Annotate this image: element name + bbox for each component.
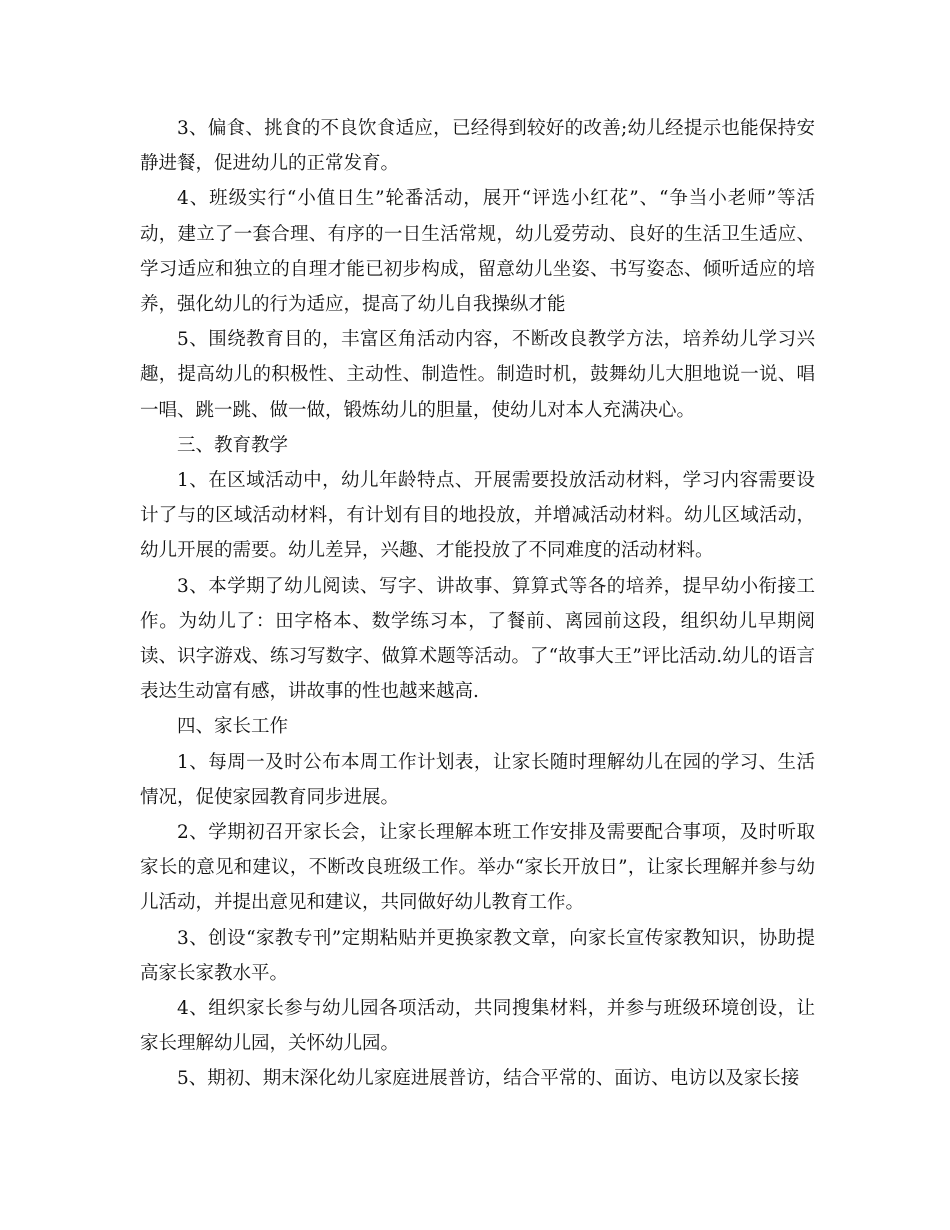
paragraph-parent-meeting: 2、学期初召开家长会，让家长理解本班工作安排及需要配合事项，及时听取家长的意见和建议，不断改良班级工作。举办“家长开放日”，让家长理解并参与幼儿活动，并提出意见和建议，共同做好幼儿教育工作。 [140, 822, 815, 914]
paragraph-home-visits: 5、期初、期末深化幼儿家庭进展普访，结合平常的、面访、电访以及家长接 [177, 1068, 800, 1090]
paragraph-diet-improvement: 3、偏食、挑食的不良饮食适应，已经得到较好的改善;幼儿经提示也能保持安静进餐，促进幼儿的正常发育。 [140, 118, 815, 175]
paragraph-area-activities: 5、围绕教育目的，丰富区角活动内容，不断改良教学方法，培养幼儿学习兴趣，提高幼儿的积极性、主动性、制造性。制造时机，鼓舞幼儿大胆地说一说、唱一唱、跳一跳、做一做，锻炼幼儿的胆量，使幼儿对本人充满决心。 [140, 329, 815, 421]
paragraph-family-education-column: 3、创设“家教专刊”定期粘贴并更换家教文章，向家长宣传家教知识，协助提高家长家教水平。 [140, 927, 815, 984]
document-page [140, 111, 815, 1097]
paragraph-reading-writing: 3、本学期了幼儿阅读、写字、讲故事、算算式等各的培养，提早幼小衔接工作。为幼儿了：田字格本、数学练习本，了餐前、离园前这段，组织幼儿早期阅读、识字游戏、练习写数字、做算术题等活动。了“故事大王”评比活动.幼儿的语言表达生动富有感，讲故事的性也越来越高. [140, 575, 815, 703]
paragraph-weekly-plan: 1、每周一及时公布本周工作计划表，让家长随时理解幼儿在园的学习、生活情况，促使家园教育同步进展。 [140, 751, 815, 808]
paragraph-parent-participation: 4、组织家长参与幼儿园各项活动，共同搜集材料，并参与班级环境创设，让家长理解幼儿园，关怀幼儿园。 [140, 998, 815, 1055]
paragraph-area-materials: 1、在区域活动中，幼儿年龄特点、开展需要投放活动材料，学习内容需要设计了与的区域活动材料，有计划有目的地投放，并增减活动材料。幼儿区域活动，幼儿开展的需要。幼儿差异，兴趣、才能投放了不同难度的活动材料。 [140, 470, 815, 562]
section-heading-teaching: 三、教育教学 [177, 434, 289, 456]
section-heading-parent-work: 四、家长工作 [177, 716, 289, 738]
paragraph-daily-routine: 4、班级实行“小值日生”轮番活动，展开“评选小红花”、“争当小老师”等活动，建立了一套合理、有序的一日生活常规，幼儿爱劳动、良好的生活卫生适应、学习适应和独立的自理才能已初步构成，留意幼儿坐姿、书写姿态、倾听适应的培养，强化幼儿的行为适应，提高了幼儿自我操纵才能 [140, 188, 815, 316]
